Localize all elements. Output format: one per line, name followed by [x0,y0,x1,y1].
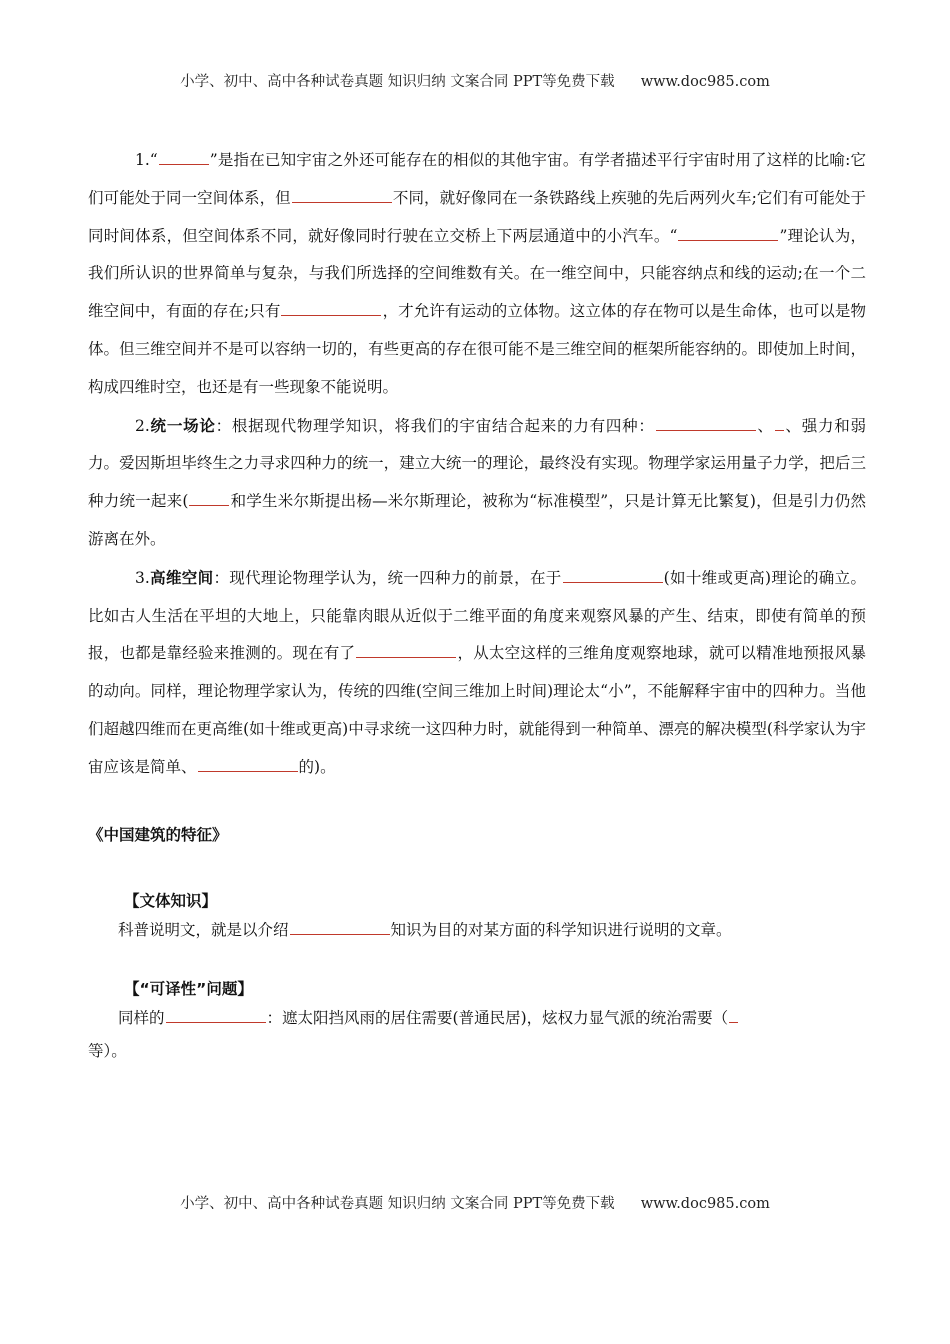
s1-blank-1[interactable] [290,933,390,935]
q2-blank-3[interactable] [189,504,229,506]
header-site-link[interactable]: www.doc985.com [640,74,770,90]
question-2 [88,407,866,559]
q3-text-4: 的)。 [298,757,336,776]
q2-blank-1[interactable] [656,429,756,431]
q3-label: 高维空间 [149,567,214,587]
q1-text-2: ”是指在已知宇宙之外还可能存在的相似的其他宇宙。有学者描述平行宇宙时用了这样的比喻:它们可能处于同一空间体系，但 [88,151,866,207]
q1-text-3: 不同，就好像同在一条铁路线上疾驰的先后两列火车;它们有可能处于同时间体系，但空间体系不同，就好像同时行驶在立交桥上下两层通道中的小汽车。“ [88,188,866,245]
s1-text-1: 科普说明文，就是以介绍 [118,920,289,939]
q2-text-4: 和学生米尔斯提出杨—米尔斯理论，被称为“标准模型”，只是计算无比繁复)，但是引力仍然游离在外。 [88,492,866,548]
page-header [0,70,950,91]
q1-blank-2[interactable] [292,201,392,203]
s1-text-2: 知识为目的对某方面的科学知识进行说明的文章。 [390,920,732,939]
q2-label: 统一场论 [149,415,216,435]
s2-blank-1[interactable] [166,1021,266,1023]
q1-text-4: ”理论认为，我们所认识的世界简单与复杂，与我们所选择的空间维数有关。在一维空间中，只能容纳点和线的运动;在一个二维空间中，有面的存在;只有 [88,226,866,321]
section-title: 《中国建筑的特征》 [88,825,228,844]
s2-text-1: 同样的 [118,1008,165,1027]
translatability-text-end: 等）。 [88,1041,127,1060]
q3-text-1: ：现代理论物理学认为，统一四种力的前景，在于 [213,568,562,587]
genre-knowledge-heading: 【文体知识】 [124,891,218,910]
q3-number: 3. [135,568,150,587]
footer-site-link[interactable]: www.doc985.com [640,1196,770,1212]
q3-text-2: (如十维或更高)理论的确立。比如古人生活在平坦的大地上，只能靠肉眼从近似于二维平面的角度来观察风暴的产生、结束，即使有简单的预报，也都是靠经验来推测的。现在有了 [88,568,866,663]
q2-number: 2. [135,416,150,435]
q2-text-2: 、 [756,416,774,435]
translatability-heading: 【“可译性”问题】 [124,979,253,998]
q1-text-5: ，才允许有运动的立体物。这立体的存在物可以是生命体，也可以是物体。但三维空间并不是可以容纳一切的，有些更高的存在很可能不是三维空间的框架所能容纳的。即使加上时间，构成四维时空，也还是有一些现象不能说明。 [88,302,866,396]
s2-blank-2[interactable] [729,1021,738,1023]
genre-knowledge-text [88,915,866,945]
q3-blank-3[interactable] [198,770,298,772]
q1-number: 1. [135,151,150,169]
header-text: 小学、初中、高中各种试卷真题 知识归纳 文案合同 PPT等免费下载 [180,74,615,90]
question-1 [88,142,866,407]
document-body [88,142,866,1069]
q3-text-3: ，从太空这样的三维角度观察地球，就可以精准地预报风暴的动向。同样，理论物理学家认为，传统的四维(空间三维加上时间)理论太“小”，不能解释宇宙中的四种力。当他们超越四维而在更高维(如十维或更高)中寻求统一这四种力时，就能得到一种简单、漂亮的解决模型(科学家认为宇宙应该是简单、 [88,644,866,776]
q2-text-1: ：根据现代物理学知识，将我们的宇宙结合起来的力有四种： [215,416,655,435]
q2-text-3: 、强力和弱力。爱因斯坦毕终生之力寻求四种力的统一，建立大统一的理论，最终没有实现。物理学家运用量子力学，把后三种力统一起来( [88,416,866,511]
q1-text-1: “ [149,151,158,169]
page-footer [0,1192,950,1213]
q1-blank-1[interactable] [159,163,209,165]
q2-blank-2[interactable] [775,429,784,431]
q3-blank-2[interactable] [356,656,456,658]
q1-blank-3[interactable] [678,239,778,241]
q3-blank-1[interactable] [563,581,663,583]
question-3 [88,559,866,787]
s2-text-2: ：遮太阳挡风雨的居住需要(普通民居)，炫权力显气派的统治需要（ [266,1008,729,1027]
q1-blank-4[interactable] [281,314,381,316]
translatability-text [88,1003,866,1033]
footer-text: 小学、初中、高中各种试卷真题 知识归纳 文案合同 PPT等免费下载 [180,1196,615,1212]
